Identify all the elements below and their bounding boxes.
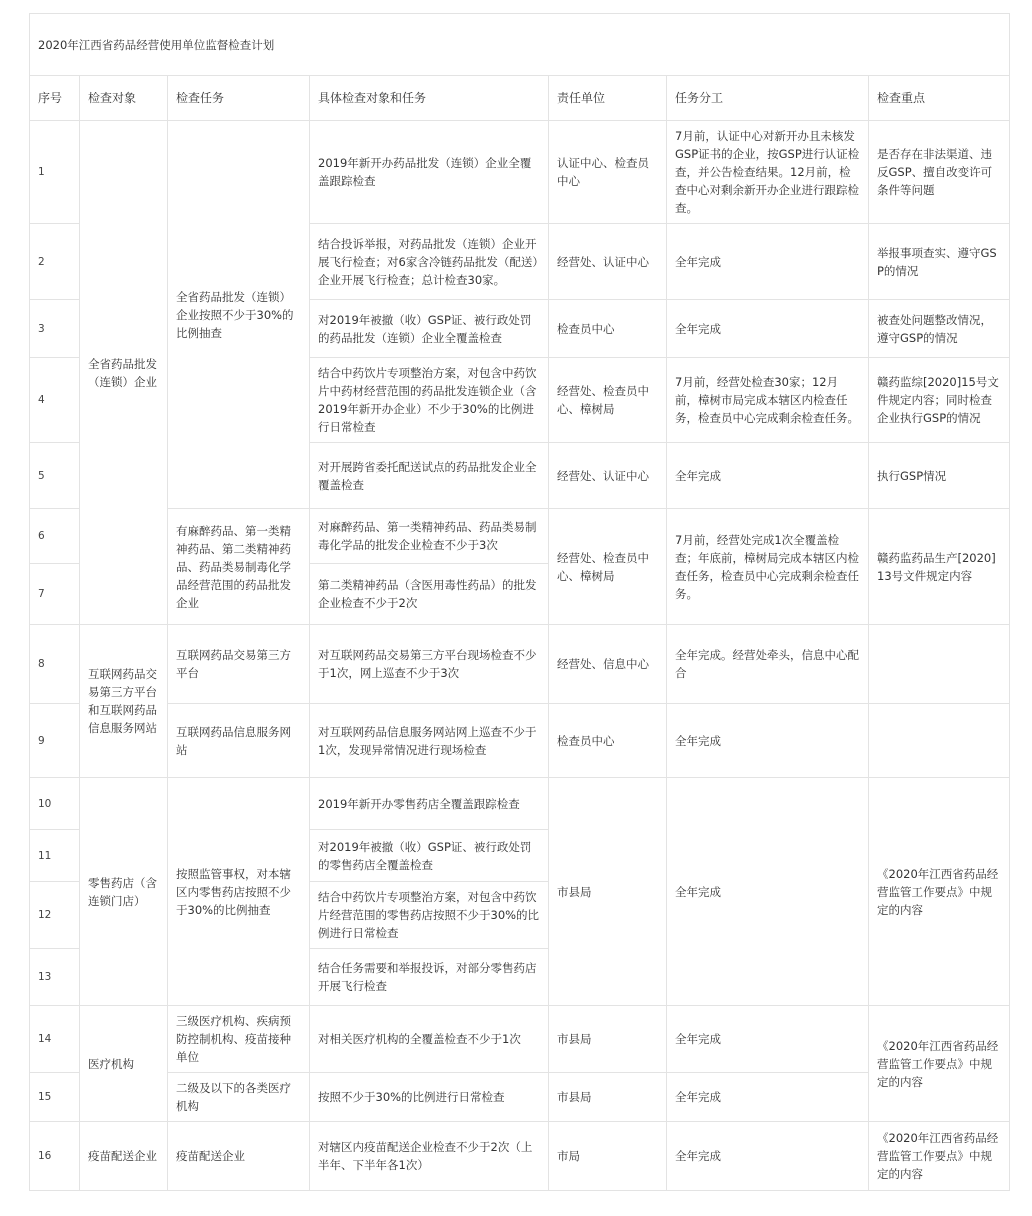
check-focus: 被查处问题整改情况，遵守GSP的情况 — [869, 300, 1010, 358]
task-division: 全年完成 — [667, 224, 869, 300]
check-target: 医疗机构 — [80, 1006, 168, 1122]
detail-task: 结合中药饮片专项整治方案，对包含中药饮片经营范围的零售药店按照不少于30%的比例进行日常检查 — [310, 882, 549, 949]
check-focus — [869, 704, 1010, 778]
responsible-unit: 经营处、检查员中心、樟树局 — [549, 358, 667, 443]
row-number: 8 — [30, 625, 80, 704]
task-division: 全年完成 — [667, 1122, 869, 1191]
detail-task: 对互联网药品信息服务网站网上巡查不少于1次，发现异常情况进行现场检查 — [310, 704, 549, 778]
table-row — [30, 509, 1010, 564]
check-focus: 《2020年江西省药品经营监管工作要点》中规定的内容 — [869, 1122, 1010, 1191]
task-division: 全年完成 — [667, 1006, 869, 1073]
detail-task: 对开展跨省委托配送试点的药品批发企业全覆盖检查 — [310, 443, 549, 509]
check-focus: 执行GSP情况 — [869, 443, 1010, 509]
task-division: 全年完成 — [667, 704, 869, 778]
task-division: 7月前，认证中心对新开办且未核发GSP证书的企业，按GSP进行认证检查，并公告检查结果。12月前，检查中心对剩余新开办企业进行跟踪检查。 — [667, 121, 869, 224]
table-row — [30, 121, 1010, 224]
check-focus: 是否存在非法渠道、违反GSP、擅自改变许可条件等问题 — [869, 121, 1010, 224]
detail-task: 按照不少于30%的比例进行日常检查 — [310, 1073, 549, 1122]
header-no: 序号 — [30, 76, 80, 121]
check-task: 全省药品批发（连锁）企业按照不少于30%的比例抽查 — [168, 121, 310, 509]
row-number: 1 — [30, 121, 80, 224]
responsible-unit: 检查员中心 — [549, 300, 667, 358]
header-task: 检查任务 — [168, 76, 310, 121]
row-number: 3 — [30, 300, 80, 358]
task-division: 全年完成。经营处牵头，信息中心配合 — [667, 625, 869, 704]
detail-task: 对2019年被撤（收）GSP证、被行政处罚的药品批发（连锁）企业全覆盖检查 — [310, 300, 549, 358]
responsible-unit: 经营处、认证中心 — [549, 443, 667, 509]
detail-task: 对相关医疗机构的全覆盖检查不少于1次 — [310, 1006, 549, 1073]
check-focus: 举报事项查实、遵守GSP的情况 — [869, 224, 1010, 300]
table-row — [30, 1122, 1010, 1191]
table-row — [30, 1006, 1010, 1073]
detail-task: 第二类精神药品（含医用毒性药品）的批发企业检查不少于2次 — [310, 564, 549, 625]
task-division: 7月前，经营处检查30家；12月前，樟树市局完成本辖区内检查任务，检查员中心完成剩余检查任务。 — [667, 358, 869, 443]
check-task: 互联网药品交易第三方平台 — [168, 625, 310, 704]
check-task: 二级及以下的各类医疗机构 — [168, 1073, 310, 1122]
check-target: 零售药店（含连锁门店） — [80, 778, 168, 1006]
row-number: 9 — [30, 704, 80, 778]
check-focus: 赣药监药品生产[2020]13号文件规定内容 — [869, 509, 1010, 625]
check-task: 互联网药品信息服务网站 — [168, 704, 310, 778]
check-target: 互联网药品交易第三方平台和互联网药品信息服务网站 — [80, 625, 168, 778]
detail-task: 对互联网药品交易第三方平台现场检查不少于1次，网上巡查不少于3次 — [310, 625, 549, 704]
task-division: 全年完成 — [667, 1073, 869, 1122]
header-detail: 具体检查对象和任务 — [310, 76, 549, 121]
inspection-plan-table — [29, 13, 1010, 1191]
header-focus: 检查重点 — [869, 76, 1010, 121]
header-division: 任务分工 — [667, 76, 869, 121]
check-task: 疫苗配送企业 — [168, 1122, 310, 1191]
task-division: 全年完成 — [667, 300, 869, 358]
detail-task: 对麻醉药品、第一类精神药品、药品类易制毒化学品的批发企业检查不少于3次 — [310, 509, 549, 564]
row-number: 14 — [30, 1006, 80, 1073]
task-division: 7月前，经营处完成1次全覆盖检查；年底前，樟树局完成本辖区内检查任务，检查员中心完成剩余检查任务。 — [667, 509, 869, 625]
check-target: 全省药品批发（连锁）企业 — [80, 121, 168, 625]
header-row — [30, 76, 1010, 121]
header-unit: 责任单位 — [549, 76, 667, 121]
row-number: 15 — [30, 1073, 80, 1122]
row-number: 2 — [30, 224, 80, 300]
row-number: 13 — [30, 949, 80, 1006]
title-row — [30, 14, 1010, 76]
detail-task: 2019年新开办零售药店全覆盖跟踪检查 — [310, 778, 549, 830]
responsible-unit: 经营处、认证中心 — [549, 224, 667, 300]
table-title: 2020年江西省药品经营使用单位监督检查计划 — [30, 14, 1010, 76]
detail-task: 对2019年被撤（收）GSP证、被行政处罚的零售药店全覆盖检查 — [310, 830, 549, 882]
row-number: 11 — [30, 830, 80, 882]
responsible-unit: 经营处、检查员中心、樟树局 — [549, 509, 667, 625]
row-number: 6 — [30, 509, 80, 564]
detail-task: 结合中药饮片专项整治方案，对包含中药饮片中药材经营范围的药品批发连锁企业（含2019年新开办企业）不少于30%的比例进行日常检查 — [310, 358, 549, 443]
row-number: 7 — [30, 564, 80, 625]
detail-task: 对辖区内疫苗配送企业检查不少于2次（上半年、下半年各1次） — [310, 1122, 549, 1191]
check-task: 有麻醉药品、第一类精神药品、第二类精神药品、药品类易制毒化学品经营范围的药品批发企业 — [168, 509, 310, 625]
check-task: 三级医疗机构、疾病预防控制机构、疫苗接种单位 — [168, 1006, 310, 1073]
task-division: 全年完成 — [667, 443, 869, 509]
check-focus: 《2020年江西省药品经营监管工作要点》中规定的内容 — [869, 1006, 1010, 1122]
responsible-unit: 市县局 — [549, 778, 667, 1006]
row-number: 5 — [30, 443, 80, 509]
row-number: 4 — [30, 358, 80, 443]
responsible-unit: 认证中心、检查员中心 — [549, 121, 667, 224]
detail-task: 结合任务需要和举报投诉，对部分零售药店开展飞行检查 — [310, 949, 549, 1006]
check-target: 疫苗配送企业 — [80, 1122, 168, 1191]
row-number: 16 — [30, 1122, 80, 1191]
table-row — [30, 778, 1010, 830]
row-number: 10 — [30, 778, 80, 830]
header-target: 检查对象 — [80, 76, 168, 121]
check-focus: 《2020年江西省药品经营监管工作要点》中规定的内容 — [869, 778, 1010, 1006]
table-row — [30, 625, 1010, 704]
responsible-unit: 经营处、信息中心 — [549, 625, 667, 704]
responsible-unit: 市县局 — [549, 1073, 667, 1122]
task-division: 全年完成 — [667, 778, 869, 1006]
detail-task: 2019年新开办药品批发（连锁）企业全覆盖跟踪检查 — [310, 121, 549, 224]
check-focus — [869, 625, 1010, 704]
responsible-unit: 市县局 — [549, 1006, 667, 1073]
table-row — [30, 1073, 1010, 1122]
detail-task: 结合投诉举报，对药品批发（连锁）企业开展飞行检查；对6家含冷链药品批发（配送）企业开展飞行检查；总计检查30家。 — [310, 224, 549, 300]
check-task: 按照监管事权，对本辖区内零售药店按照不少于30%的比例抽查 — [168, 778, 310, 1006]
responsible-unit: 市局 — [549, 1122, 667, 1191]
row-number: 12 — [30, 882, 80, 949]
table-row — [30, 704, 1010, 778]
check-focus: 赣药监综[2020]15号文件规定内容；同时检查企业执行GSP的情况 — [869, 358, 1010, 443]
responsible-unit: 检查员中心 — [549, 704, 667, 778]
